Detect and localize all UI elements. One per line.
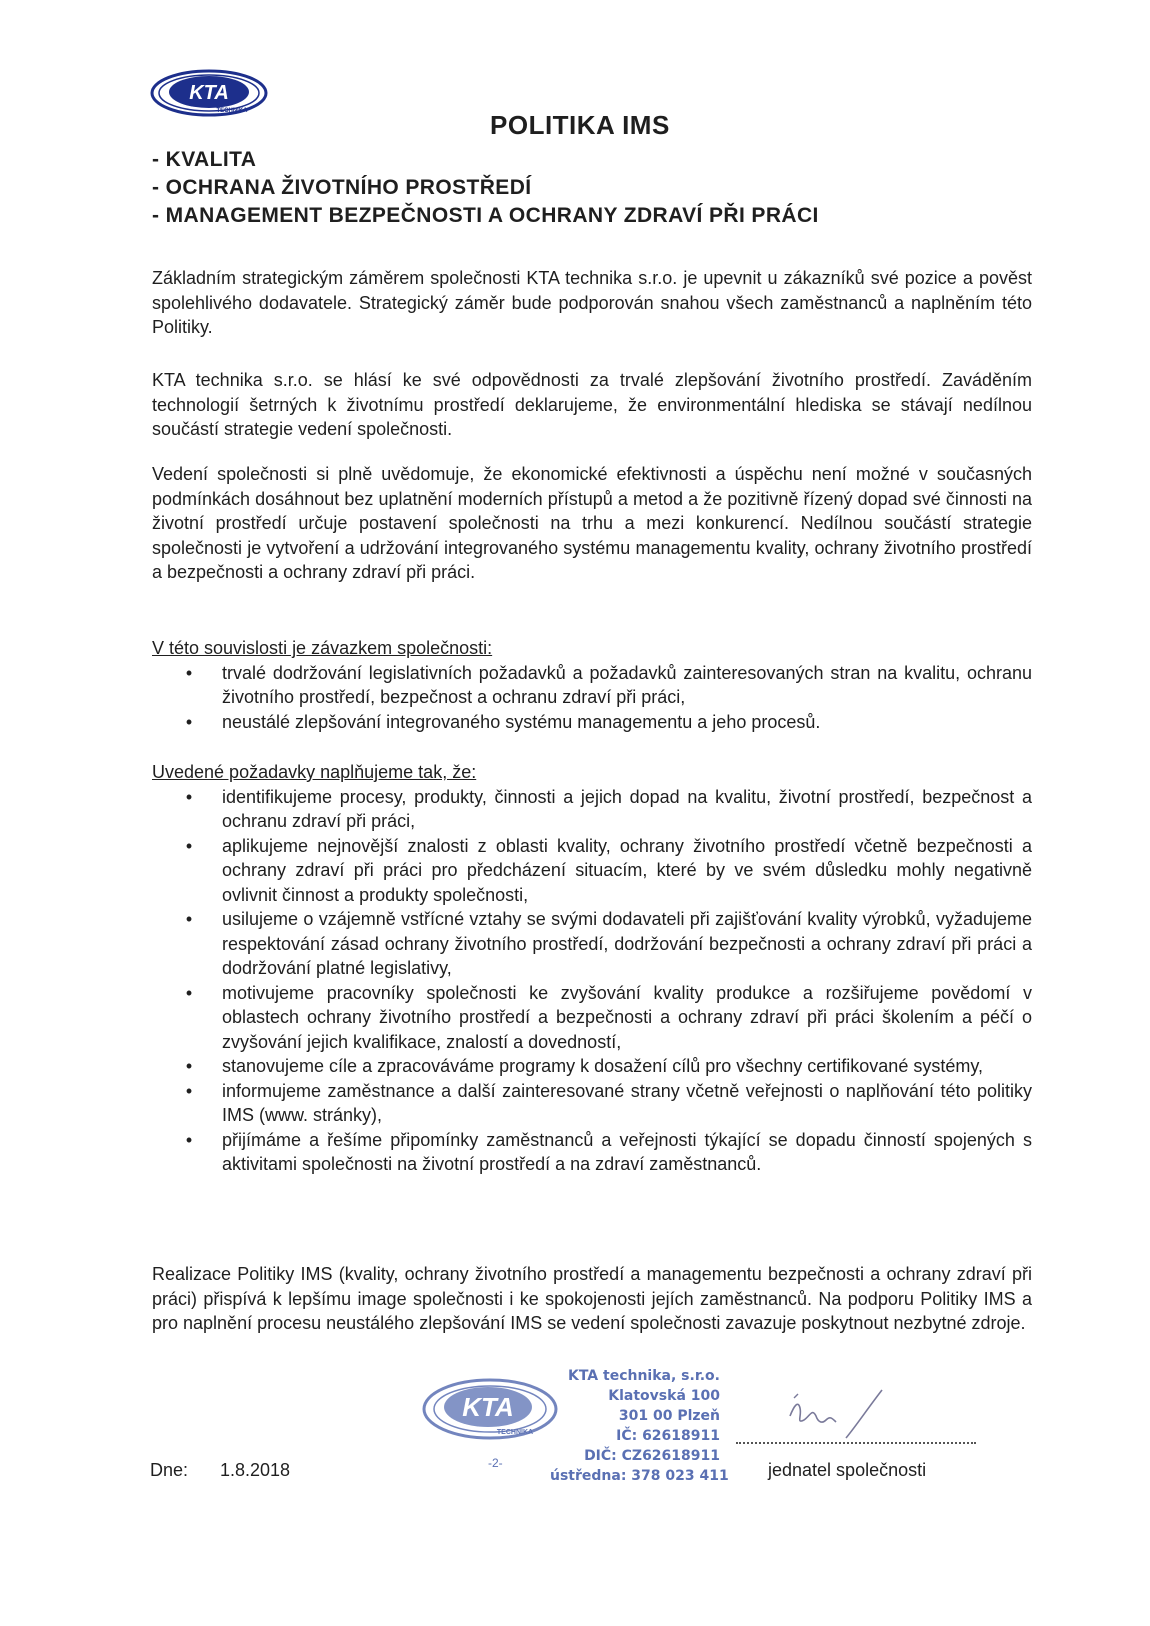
stamp-city: 301 00 Plzeň bbox=[618, 1408, 720, 1424]
stamp-logo-icon bbox=[420, 1376, 560, 1442]
closing-paragraph bbox=[152, 1262, 1032, 1336]
obligations-heading: V této souvislosti je závazkem společnosti: bbox=[152, 638, 493, 658]
environment-paragraph bbox=[152, 368, 1032, 442]
bullet-icon: • bbox=[185, 1080, 193, 1101]
list-item: • usilujeme o vzájemně vstřícné vztahy se svými dodavateli při zajišťování kvality výrobků, vyžadujeme respektování zásad ochrany životního prostředí, dodržování bezpečnosti a ochrany zdraví při práci a dodržování platné legislativy, bbox=[185, 909, 1032, 978]
list-item: • přijímáme a řešíme připomínky zaměstnanců a veřejnosti týkající se dopadu činností spojených s aktivitami společnosti na životní prostředí a na zdraví zaměstnanců. bbox=[185, 1129, 1032, 1174]
signature-line bbox=[736, 1436, 976, 1444]
paragraph-closing: Realizace Politiky IMS (kvality, ochrany životního prostředí a managementu bezpečnosti a ochrany zdraví při práci) přispívá k lepšímu image společnosti i ke spokojenosti jejích zaměstnanců. Na podporu Politiky IMS a pro naplnění procesu neustálého zlepšování IMS se vedení společnosti zavazuje poskytnout nezbytné zdroje. bbox=[152, 1264, 1032, 1333]
list-item: • identifikujeme procesy, produkty, činnosti a jejich dopad na kvalitu, životní prostředí, bezpečnost a ochranu zdraví při práci, bbox=[185, 786, 1032, 831]
stamp-street: Klatovská 100 bbox=[608, 1388, 720, 1404]
date-value: 1.8.2018 bbox=[220, 1460, 291, 1480]
fulfilment-list bbox=[152, 785, 1032, 1177]
fulfilment-heading: Uvedené požadavky naplňujeme tak, že: bbox=[152, 762, 477, 782]
stamp-company-name: KTA technika, s.r.o. bbox=[567, 1368, 720, 1384]
management-paragraph bbox=[152, 462, 1032, 585]
page-number: -2- bbox=[488, 1456, 503, 1470]
paragraph-strategy: Základním strategickým záměrem společnosti KTA technika s.r.o. je upevnit u zákazníků své pozice a pověst spolehlivého dodavatele. Strategický záměr bude podporován snahou všech zaměstnanců a naplněním této Politiky. bbox=[152, 268, 1032, 337]
bullet-icon: • bbox=[185, 1129, 193, 1150]
paragraph-management: Vedení společnosti si plně uvědomuje, že ekonomické efektivnosti a úspěchu není možné v současných podmínkách dosáhnout bez uplatnění moderních přístupů a metod a že pozitivně řízený dopad své činnosti na životní prostředí určuje postavení společnosti na trhu a mezi konkurencí. Nedílnou součástí strategie společnosti je vytvoření a udržování integrovaného systému managementu kvality, ochrany životního prostředí a bezpečnosti a ochrany zdraví při práci. bbox=[152, 464, 1032, 582]
bullet-icon: • bbox=[185, 835, 193, 856]
logo-subtext: TECHNIKA bbox=[216, 108, 248, 114]
document-title: POLITIKA IMS bbox=[490, 110, 670, 140]
list-item: • trvalé dodržování legislativních požadavků a požadavků zainteresovaných stran na kvalitu, ochranu životního prostředí, bezpečnost a ochranu zdraví při práci, bbox=[185, 662, 1032, 707]
stamp-phone: ústředna: 378 023 411 bbox=[550, 1468, 729, 1484]
list-item: • informujeme zaměstnance a další zainteresované strany včetně veřejnosti o naplňování této politiky IMS (www. stránky), bbox=[185, 1080, 1032, 1125]
stamp-ico: IČ: 62618911 bbox=[616, 1428, 720, 1444]
list-item: • aplikujeme nejnovější znalosti z oblasti kvality, ochrany životního prostředí včetně bezpečnosti a ochrany zdraví při práci pro předcházení situacím, které by ve svém důsledku mohly negativně ovlivnit činnost a produkty společnosti, bbox=[185, 835, 1032, 905]
stamp-dic: DIČ: CZ62618911 bbox=[584, 1448, 720, 1464]
stamp-logo-subtext: TECHNIKA bbox=[496, 1429, 534, 1436]
bullet-icon: • bbox=[185, 982, 193, 1003]
bullet-icon: • bbox=[185, 711, 193, 732]
scope-environment: - OCHRANA ŽIVOTNÍHO PROSTŘEDÍ bbox=[152, 176, 532, 199]
fulfilment-section bbox=[152, 760, 1032, 1177]
logo-text: KTA bbox=[189, 82, 229, 104]
date-label: Dne: bbox=[150, 1460, 189, 1480]
paragraph-environment: KTA technika s.r.o. se hlásí ke své odpovědnosti za trvalé zlepšování životního prostředí. Zaváděním technologií šetrných k životnímu prostředí deklarujeme, že environmentální hlediska se stávají nedílnou součástí strategie vedení společnosti. bbox=[152, 370, 1032, 439]
obligations-list bbox=[152, 661, 1032, 735]
company-stamp bbox=[420, 1366, 750, 1496]
intro-paragraph bbox=[152, 266, 1032, 340]
scope-safety: - MANAGEMENT BEZPEČNOSTI A OCHRANY ZDRAVÍ PŘI PRÁCI bbox=[152, 204, 819, 227]
obligations-section bbox=[152, 636, 1032, 734]
kta-logo bbox=[150, 68, 268, 118]
list-item: • stanovujeme cíle a zpracováváme programy k dosažení cílů pro všechny certifikované systémy, bbox=[152, 1054, 1032, 1079]
scope-quality: - KVALITA bbox=[152, 148, 257, 171]
scope-list bbox=[152, 146, 819, 230]
stamp-text bbox=[550, 1366, 729, 1486]
bullet-icon: • bbox=[185, 662, 193, 683]
signatory-role: jednatel společnosti bbox=[768, 1460, 927, 1480]
bullet-icon: • bbox=[185, 909, 193, 929]
list-item: • neustálé zlepšování integrovaného systému managementu a jeho procesů. bbox=[152, 710, 1032, 735]
list-item: • motivujeme pracovníky společnosti ke zvyšování kvality produkce a rozšiřujeme povědomí v oblastech ochrany životního prostředí a bezpečnosti a ochrany zdraví při práci školením a péčí o zvyšování jejich kvalifikace, znalostí a dovedností, bbox=[185, 982, 1032, 1052]
stamp-logo-text: KTA bbox=[462, 1392, 514, 1422]
bullet-icon: • bbox=[185, 1056, 193, 1076]
bullet-icon: • bbox=[185, 786, 193, 807]
